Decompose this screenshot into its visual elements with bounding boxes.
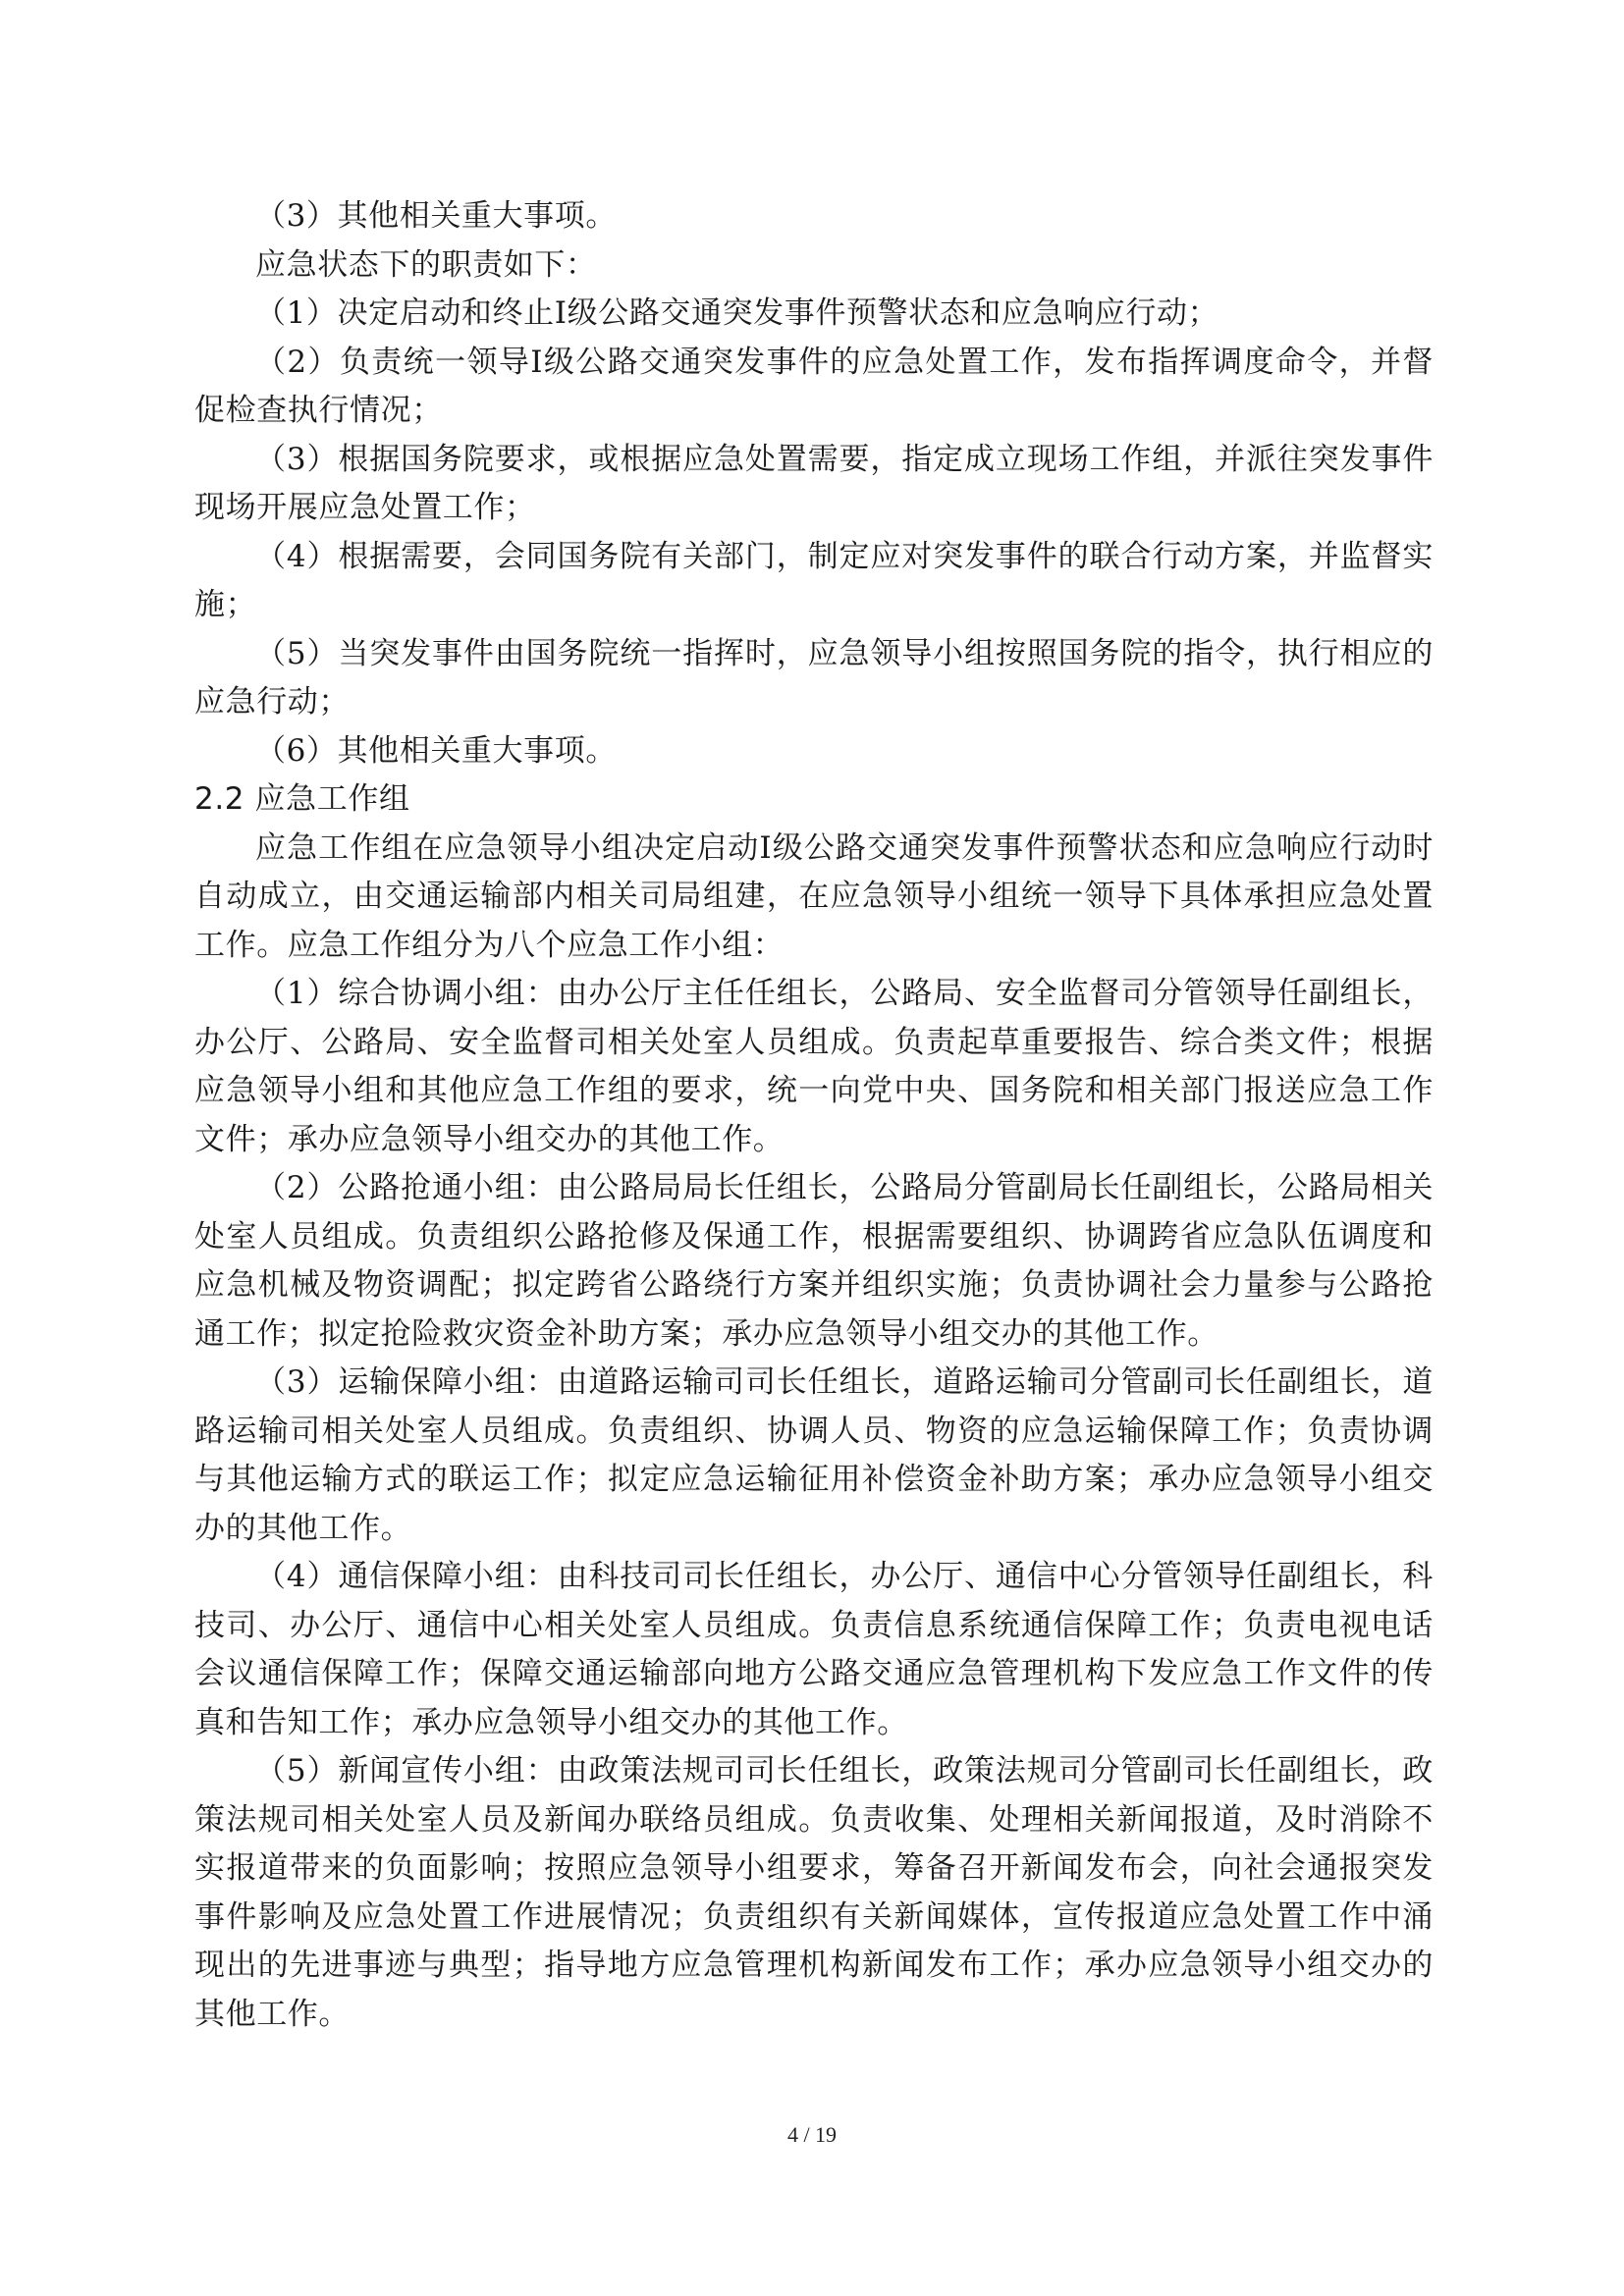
section-heading: 2.2 应急工作组	[194, 781, 410, 817]
section-paragraph: （3）运输保障小组：由道路运输司司长任组长，道路运输司分管副司长任副组长，道路运输司相关处室人员组成。负责组织、协调人员、物资的应急运输保障工作；负责协调与其他运输方式的联运工作；拟定应急运输征用补偿资金补助方案；承办应急领导小组交办的其他工作。	[194, 1364, 1434, 1546]
paragraph: （3）其他相关重大事项。	[255, 198, 617, 234]
paragraph: （5）当突发事件由国务院统一指挥时，应急领导小组按照国务院的指令，执行相应的应急行动；	[194, 635, 1434, 720]
section-paragraph: （2）公路抢通小组：由公路局局长任组长，公路局分管副局长任副组长，公路局相关处室人员组成。负责组织公路抢修及保通工作，根据需要组织、协调跨省应急队伍调度和应急机械及物资调配；拟定跨省公路绕行方案并组织实施；负责协调社会力量参与公路抢通工作；拟定抢险救灾资金补助方案；承办应急领导小组交办的其他工作。	[194, 1170, 1434, 1352]
page-number: 4 / 19	[786, 2122, 838, 2147]
section-paragraph: 应急工作组在应急领导小组决定启动Ⅰ级公路交通突发事件预警状态和应急响应行动时自动成立，由交通运输部内相关司局组建，在应急领导小组统一领导下具体承担应急处置工作。应急工作组分为八个应急工作小组：	[194, 829, 1434, 963]
paragraph: （2）负责统一领导Ⅰ级公路交通突发事件的应急处置工作，发布指挥调度命令，并督促检查执行情况；	[194, 344, 1434, 428]
section-paragraph: （1）综合协调小组：由办公厅主任任组长，公路局、安全监督司分管领导任副组长，办公厅、公路局、安全监督司相关处室人员组成。负责起草重要报告、综合类文件；根据应急领导小组和其他应急工作组的要求，统一向党中央、国务院和相关部门报送应急工作文件；承办应急领导小组交办的其他工作。	[194, 976, 1434, 1157]
section-paragraph: （5）新闻宣传小组：由政策法规司司长任组长，政策法规司分管副司长任副组长，政策法规司相关处室人员及新闻办联络员组成。负责收集、处理相关新闻报道，及时消除不实报道带来的负面影响；按照应急领导小组要求，筹备召开新闻发布会，向社会通报突发事件影响及应急处置工作进展情况；负责组织有关新闻媒体，宣传报道应急处置工作中涌现出的先进事迹与典型；指导地方应急管理机构新闻发布工作；承办应急领导小组交办的其他工作。	[194, 1753, 1434, 2032]
section-paragraph: （4）通信保障小组：由科技司司长任组长，办公厅、通信中心分管领导任副组长，科技司、办公厅、通信中心相关处室人员组成。负责信息系统通信保障工作；负责电视电话会议通信保障工作；保障交通运输部向地方公路交通应急管理机构下发应急工作文件的传真和告知工作；承办应急领导小组交办的其他工作。	[194, 1559, 1434, 1740]
paragraph: （4）根据需要，会同国务院有关部门，制定应对突发事件的联合行动方案，并监督实施；	[194, 538, 1434, 622]
paragraph: （6）其他相关重大事项。	[255, 732, 617, 769]
paragraph: 应急状态下的职责如下：	[255, 246, 597, 283]
page-content	[194, 192, 1434, 2039]
paragraph: （3）根据国务院要求，或根据应急处置需要，指定成立现场工作组，并派往突发事件现场开展应急处置工作；	[194, 441, 1434, 525]
paragraph: （1）决定启动和终止Ⅰ级公路交通突发事件预警状态和应急响应行动；	[255, 295, 1219, 331]
